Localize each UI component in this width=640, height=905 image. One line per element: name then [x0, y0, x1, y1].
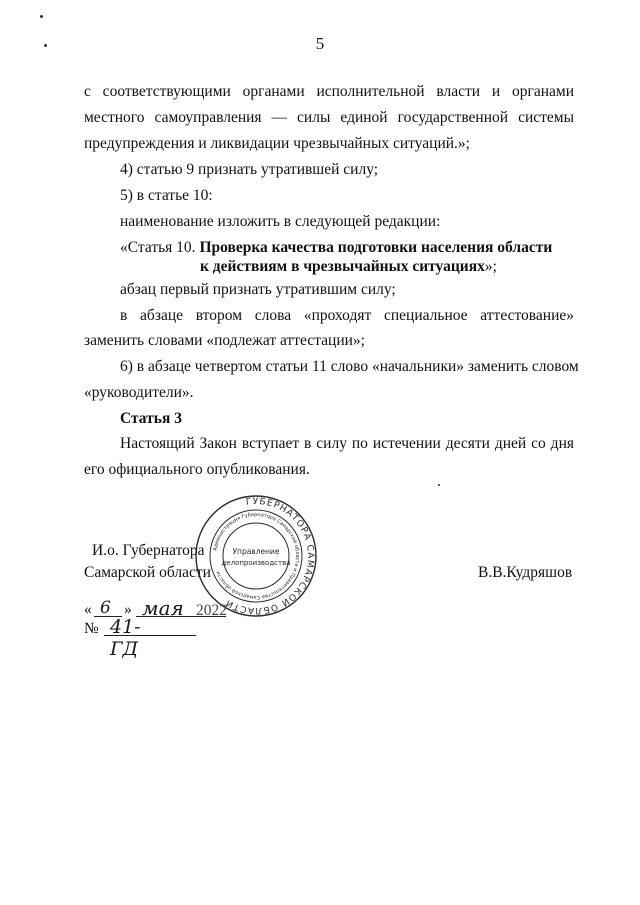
- official-stamp: [194, 494, 318, 618]
- paragraph-line: абзац первый признать утратившим силу;: [120, 281, 396, 298]
- paragraph-line: с соответствующими органами исполнительной власти и органами: [84, 83, 574, 100]
- paragraph-line: наименование изложить в следующей редакции:: [120, 213, 441, 230]
- paragraph-line: местного самоуправления — силы единой государственной системы: [84, 109, 574, 126]
- number-label: №: [84, 620, 99, 637]
- article-heading: Статья 3: [120, 410, 182, 427]
- article-title-line: [200, 257, 497, 277]
- document-number: 41-ГД: [110, 616, 141, 660]
- svg-text:Администрация Губернатора Сама: [212, 512, 300, 600]
- article-title-bold: к действиям в чрезвычайных ситуациях: [200, 258, 485, 275]
- list-item: 5) в статье 10:: [120, 187, 213, 204]
- signer-title-line2: Самарской области: [84, 564, 211, 581]
- paragraph-line: его официального опубликования.: [84, 461, 310, 478]
- stamp-center-line1: Управление: [232, 547, 280, 556]
- stamp-ring-text: Администрация Губернатора Самарской области и Правительства Самарской области: [212, 511, 301, 601]
- scan-mark: [438, 484, 440, 486]
- paragraph-line: Настоящий Закон вступает в силу по истечении десяти дней со дня: [120, 435, 574, 452]
- page-number: 5: [315, 34, 325, 53]
- date-year: 2022: [196, 602, 227, 619]
- stamp-outer-text: ГУБЕРНАТОРА САМАРСКОЙ ОБЛАСТИ: [223, 496, 316, 616]
- paragraph-line: заменить словами «подлежат аттестации»;: [84, 332, 365, 349]
- date-quote-close: »: [124, 601, 132, 618]
- paragraph-line: предупреждения и ликвидации чрезвычайных ситуаций.»;: [84, 135, 470, 152]
- signer-title-line1: И.о. Губернатора: [92, 542, 205, 559]
- date-month: мая: [142, 596, 184, 620]
- article-prefix: «Статья 10.: [120, 239, 200, 256]
- article-title-bold: Проверка качества подготовки населения области: [199, 239, 553, 256]
- paragraph-line: 6) в абзаце четвертом статьи 11 слово «начальники» заменить словом: [120, 358, 579, 375]
- stamp-center-line2: делопроизводства: [221, 559, 291, 567]
- list-item: 4) статью 9 признать утратившей силу;: [120, 161, 379, 178]
- signer-name: В.В.Кудряшов: [478, 564, 573, 581]
- scan-mark: [40, 15, 43, 18]
- paragraph-line: «руководители».: [84, 384, 194, 401]
- date-day: 6: [100, 598, 111, 618]
- article-title-line: [120, 238, 552, 258]
- article-suffix: »;: [484, 258, 497, 275]
- paragraph-line: в абзаце втором слова «проходят специальное аттестование»: [120, 307, 574, 324]
- date-quote-open: «: [84, 601, 92, 618]
- scan-mark: [44, 44, 47, 47]
